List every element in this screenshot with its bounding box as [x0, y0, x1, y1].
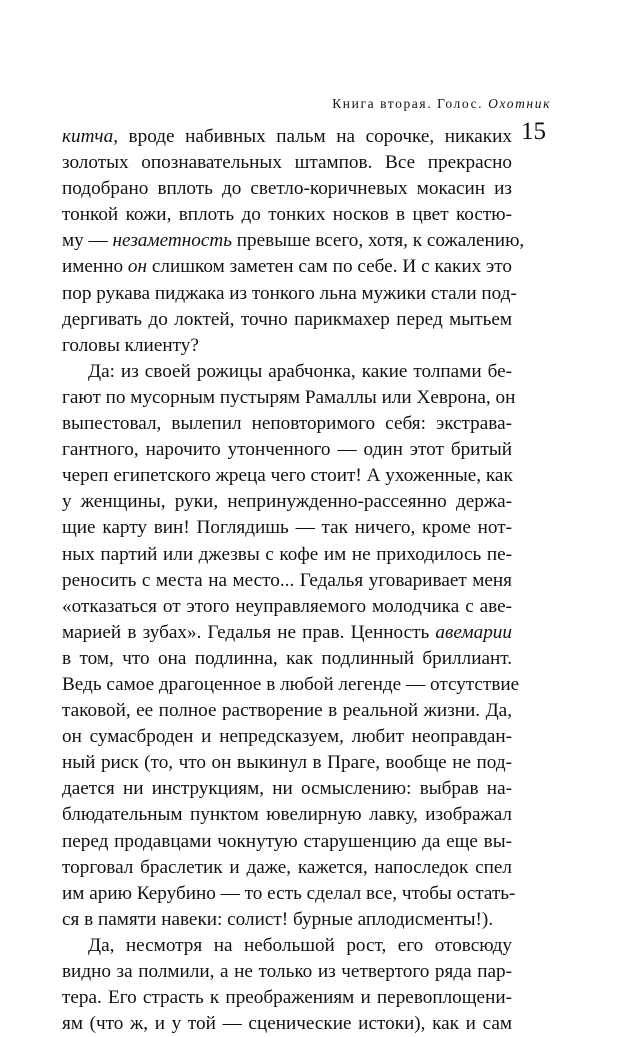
text-line — [62, 646, 512, 672]
text-segment: реносить с места на место... Гедалья уговаривает меня — [62, 569, 512, 591]
text-segment: видно за полмили, а не только из четвертого ряда пар- — [62, 961, 512, 982]
text-segment: он сумасброден и непредсказуем, любит неоправдан- — [62, 726, 512, 748]
text-segment: дается ни инструкциям, ни осмыслению: выбрав на- — [62, 778, 512, 800]
text-line — [62, 907, 512, 933]
text-line — [62, 202, 512, 228]
text-segment: ных партий или джезвы с кофе им не приходилось пе- — [62, 543, 512, 565]
text-segment: гантного, нарочито утонченного — один этот бритый — [62, 439, 512, 461]
text-segment: череп египетского жреца чего стоит! А ухоженные, как — [62, 465, 513, 487]
text-segment: щие карту вин! Поглядишь — так ничего, кроме нот- — [62, 517, 512, 539]
text-segment: перед продавцами чокнутую старушенцию да еще вы- — [62, 830, 512, 852]
text-line — [62, 568, 512, 594]
running-header — [332, 96, 551, 112]
text-line — [62, 620, 512, 646]
text-segment: , вроде набивных пальм на сорочке, никаких — [113, 126, 512, 147]
text-line — [62, 594, 512, 620]
italic-emphasis: незаметность — [112, 230, 232, 252]
text-line — [62, 307, 512, 333]
text-segment: марией в зубах». Гедалья не прав. Ценность — [62, 621, 436, 643]
text-line — [62, 176, 512, 202]
text-line — [62, 776, 512, 802]
text-segment: головы клиенту? — [62, 334, 199, 356]
text-segment: ный риск (то, что он выкинул в Праге, вообще не под- — [62, 752, 512, 774]
text-line — [62, 855, 512, 881]
text-segment: Да, несмотря на небольшой рост, его отовсюду — [88, 934, 512, 956]
text-segment: ся в памяти навеки: солист! бурные аплодисменты!). — [62, 908, 494, 930]
text-segment: гают по мусорным пустырям Рамаллы или Хеврона, он — [62, 386, 516, 408]
text-line — [62, 411, 512, 437]
italic-emphasis: авемарии — [435, 621, 512, 643]
text-segment: торговал браслетик и даже, кажется, напоследок спел — [62, 856, 512, 878]
text-segment: «отказаться от этого неуправляемого молодчика с аве- — [62, 595, 512, 617]
italic-emphasis: он — [127, 256, 148, 278]
text-line — [62, 829, 512, 855]
text-line — [62, 333, 512, 359]
running-subtitle: Охотник — [488, 96, 551, 111]
text-segment: в том, что она подлинна, как подлинный бриллиант. — [62, 647, 512, 669]
text-line — [62, 150, 512, 176]
text-line — [62, 933, 512, 959]
text-line — [62, 724, 512, 750]
running-title: Книга вторая. Голос. — [332, 96, 484, 111]
text-line — [62, 385, 516, 411]
text-segment: Да: из своей рожицы арабчонка, какие толпами бе- — [88, 360, 512, 382]
text-line — [62, 672, 520, 698]
italic-emphasis: китча — [62, 126, 114, 147]
text-line — [62, 802, 512, 828]
page-number: 15 — [521, 118, 546, 145]
text-segment: таковой, ее полное растворение в реальной жизни. Да, — [62, 700, 512, 722]
body-text — [62, 124, 525, 1037]
text-line — [62, 281, 517, 307]
text-line — [62, 228, 525, 254]
text-segment: му — — [62, 230, 113, 252]
text-line — [62, 489, 512, 515]
text-segment: пор рукава пиджака из тонкого льна мужики стали под- — [62, 282, 517, 304]
text-segment: слишком заметен сам по себе. И с каких это — [147, 256, 512, 278]
text-line — [62, 254, 512, 280]
text-line — [62, 959, 512, 985]
text-segment: дергивать до локтей, точно парикмахер перед мытьем — [62, 308, 512, 330]
text-line — [62, 515, 512, 541]
text-line — [62, 698, 512, 724]
text-segment: именно — [62, 256, 128, 278]
text-segment: Ведь самое драгоценное в любой легенде — отсутствие — [62, 673, 520, 695]
text-line — [62, 750, 512, 776]
text-segment: у женщины, руки, непринужденно-рассеянно держа- — [62, 491, 512, 513]
text-segment: тонкой кожи, вплоть до тонких носков в цвет костю- — [62, 204, 512, 226]
text-segment: блюдательным пунктом ювелирную лавку, изображал — [62, 804, 512, 826]
text-line — [62, 542, 512, 568]
text-segment: им арию Керубино — то есть сделал все, чтобы остать- — [62, 882, 516, 904]
text-segment: превыше всего, хотя, к сожалению, — [231, 230, 525, 252]
text-segment: выпестовал, вылепил неповторимого себя: экстрава- — [62, 413, 512, 435]
text-line — [62, 359, 512, 385]
text-line — [62, 437, 512, 463]
text-line — [62, 1011, 512, 1037]
text-line — [62, 985, 512, 1011]
text-line — [62, 881, 516, 907]
text-segment: ям (что ж, и у той — сценические истоки), как и сам — [62, 1013, 512, 1035]
text-segment: подобрано вплоть до светло-коричневых мокасин из — [62, 178, 512, 200]
text-line — [62, 463, 512, 489]
text-segment: тера. Его страсть к преображениям и перевоплощени- — [62, 987, 512, 1009]
text-line — [62, 124, 512, 150]
text-segment: золотых опознавательных штампов. Все прекрасно — [62, 152, 512, 174]
